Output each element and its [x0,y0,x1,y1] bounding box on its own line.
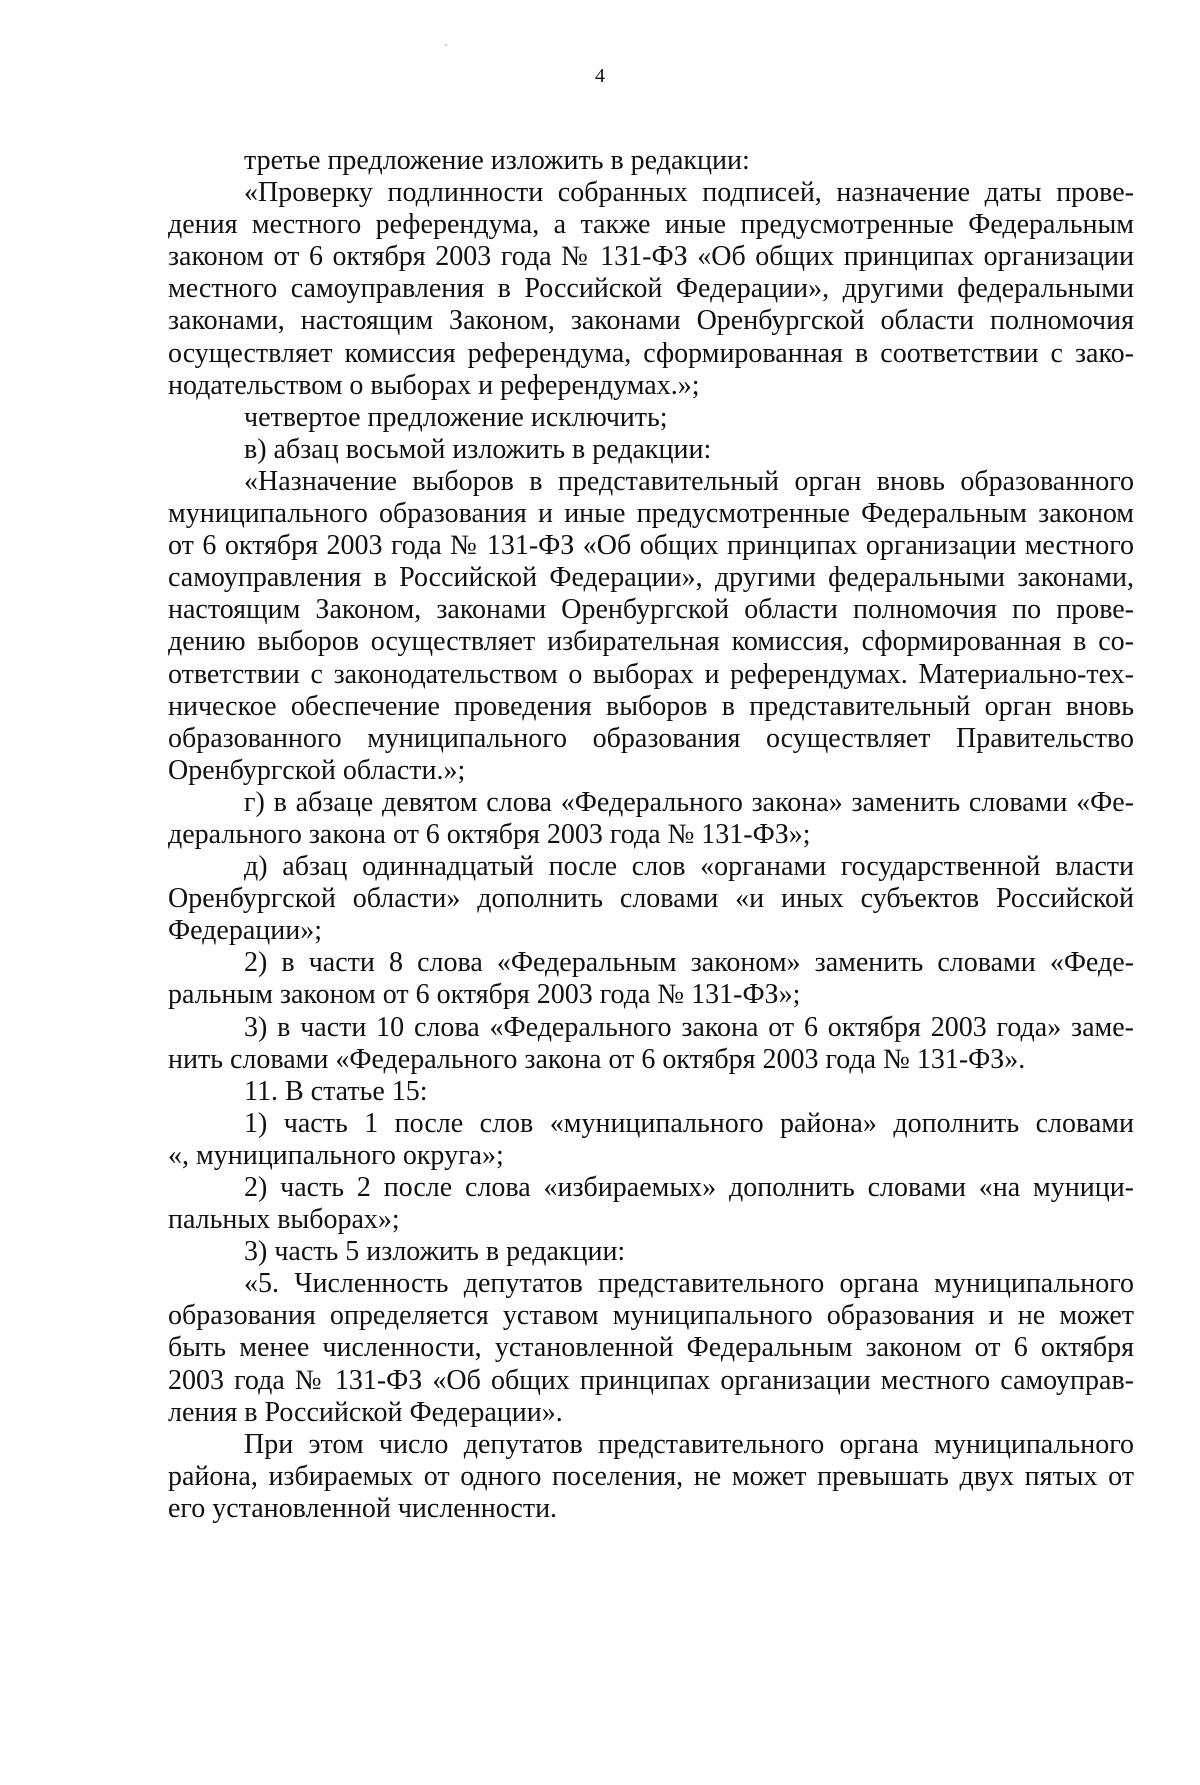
text-line: нодательством о выборах и референдумах.»; [168,369,700,401]
text-line: 2003 года № 131-ФЗ «Об общих принципах организации местного самоуправ- [168,1364,1134,1396]
text-line: третье предложение изложить в редакции: [244,145,750,176]
text-line: 1) часть 1 после слов «муниципального района» дополнить словами [244,1107,1134,1139]
text-line: муниципального образования и иные предусмотренные Федеральным законом [168,498,1134,530]
text-line: четвертое предложение исключить; [244,401,668,433]
text-line: 3) в части 10 слова «Федерального закона от 6 октября 2003 года» заме- [244,1011,1134,1043]
text-line: г) в абзаце девятом слова «Федерального закона» заменить словами «Фе- [244,786,1134,818]
text-line: «5. Численность депутатов представительного органа муниципального [244,1268,1134,1300]
text-line: «Проверку подлинности собранных подписей, назначение даты прове- [244,177,1134,209]
text-line: пальных выборах»; [168,1204,400,1236]
document-body [168,145,1134,1525]
text-line: ническое обеспечение проведения выборов в представительный орган вновь [168,690,1134,722]
scan-speck [445,44,447,46]
text-line: Федерации»; [168,915,323,947]
text-line: нить словами «Федерального закона от 6 октября 2003 года № 131-ФЗ». [168,1043,1026,1075]
text-line: района, избираемых от одного поселения, не может превышать двух пятых от [168,1460,1134,1492]
text-line: законом от 6 октября 2003 года № 131-ФЗ «Об общих принципах организации [168,241,1134,273]
text-line: образованного муниципального образования осуществляет Правительство [168,722,1134,754]
text-line: образования определяется уставом муниципального образования и не может [168,1300,1134,1332]
text-line: самоуправления в Российской Федерации», другими федеральными законами, [168,562,1134,594]
text-line: дению выборов осуществляет избирательная комиссия, сформированная в со- [168,626,1134,658]
text-line: в) абзац восьмой изложить в редакции: [244,433,712,465]
text-line: Оренбургской области» дополнить словами «и иных субъектов Российской [168,883,1134,915]
text-line: ральным законом от 6 октября 2003 года № 131-ФЗ»; [168,979,801,1011]
text-line: законами, настоящим Законом, законами Оренбургской области полномочия [168,305,1134,337]
page-number: 4 [595,65,605,87]
text-line: дерального закона от 6 октября 2003 года № 131-ФЗ»; [168,818,811,850]
text-line: ответствии с законодательством о выборах и референдумах. Материально-тех- [168,658,1134,690]
text-line: настоящим Законом, законами Оренбургской области полномочия по прове- [168,594,1134,626]
text-line: 2) в части 8 слова «Федеральным законом» заменить словами «Феде- [244,947,1134,979]
text-line: При этом число депутатов представительного органа муниципального [244,1428,1134,1460]
text-line: ления в Российской Федерации». [168,1396,563,1428]
text-line: 3) часть 5 изложить в редакции: [244,1236,626,1268]
text-line: 11. В статье 15: [244,1075,428,1107]
text-line: дения местного референдума, а также иные предусмотренные Федеральным [168,209,1134,241]
text-line: «, муниципального округа»; [168,1139,504,1171]
text-line: быть менее численности, установленной Федеральным законом от 6 октября [168,1332,1134,1364]
text-line: его установленной численности. [168,1492,558,1524]
text-line: д) абзац одиннадцатый после слов «органами государственной власти [244,851,1134,883]
text-line: от 6 октября 2003 года № 131-ФЗ «Об общих принципах организации местного [168,530,1134,562]
text-line: Оренбургской области.»; [168,754,466,786]
text-line: 2) часть 2 после слова «избираемых» дополнить словами «на муници- [244,1172,1134,1203]
text-line: «Назначение выборов в представительный орган вновь образованного [244,465,1134,497]
text-line: осуществляет комиссия референдума, сформированная в соответствии с зако- [168,337,1134,369]
text-line: местного самоуправления в Российской Федерации», другими федеральными [168,273,1134,305]
